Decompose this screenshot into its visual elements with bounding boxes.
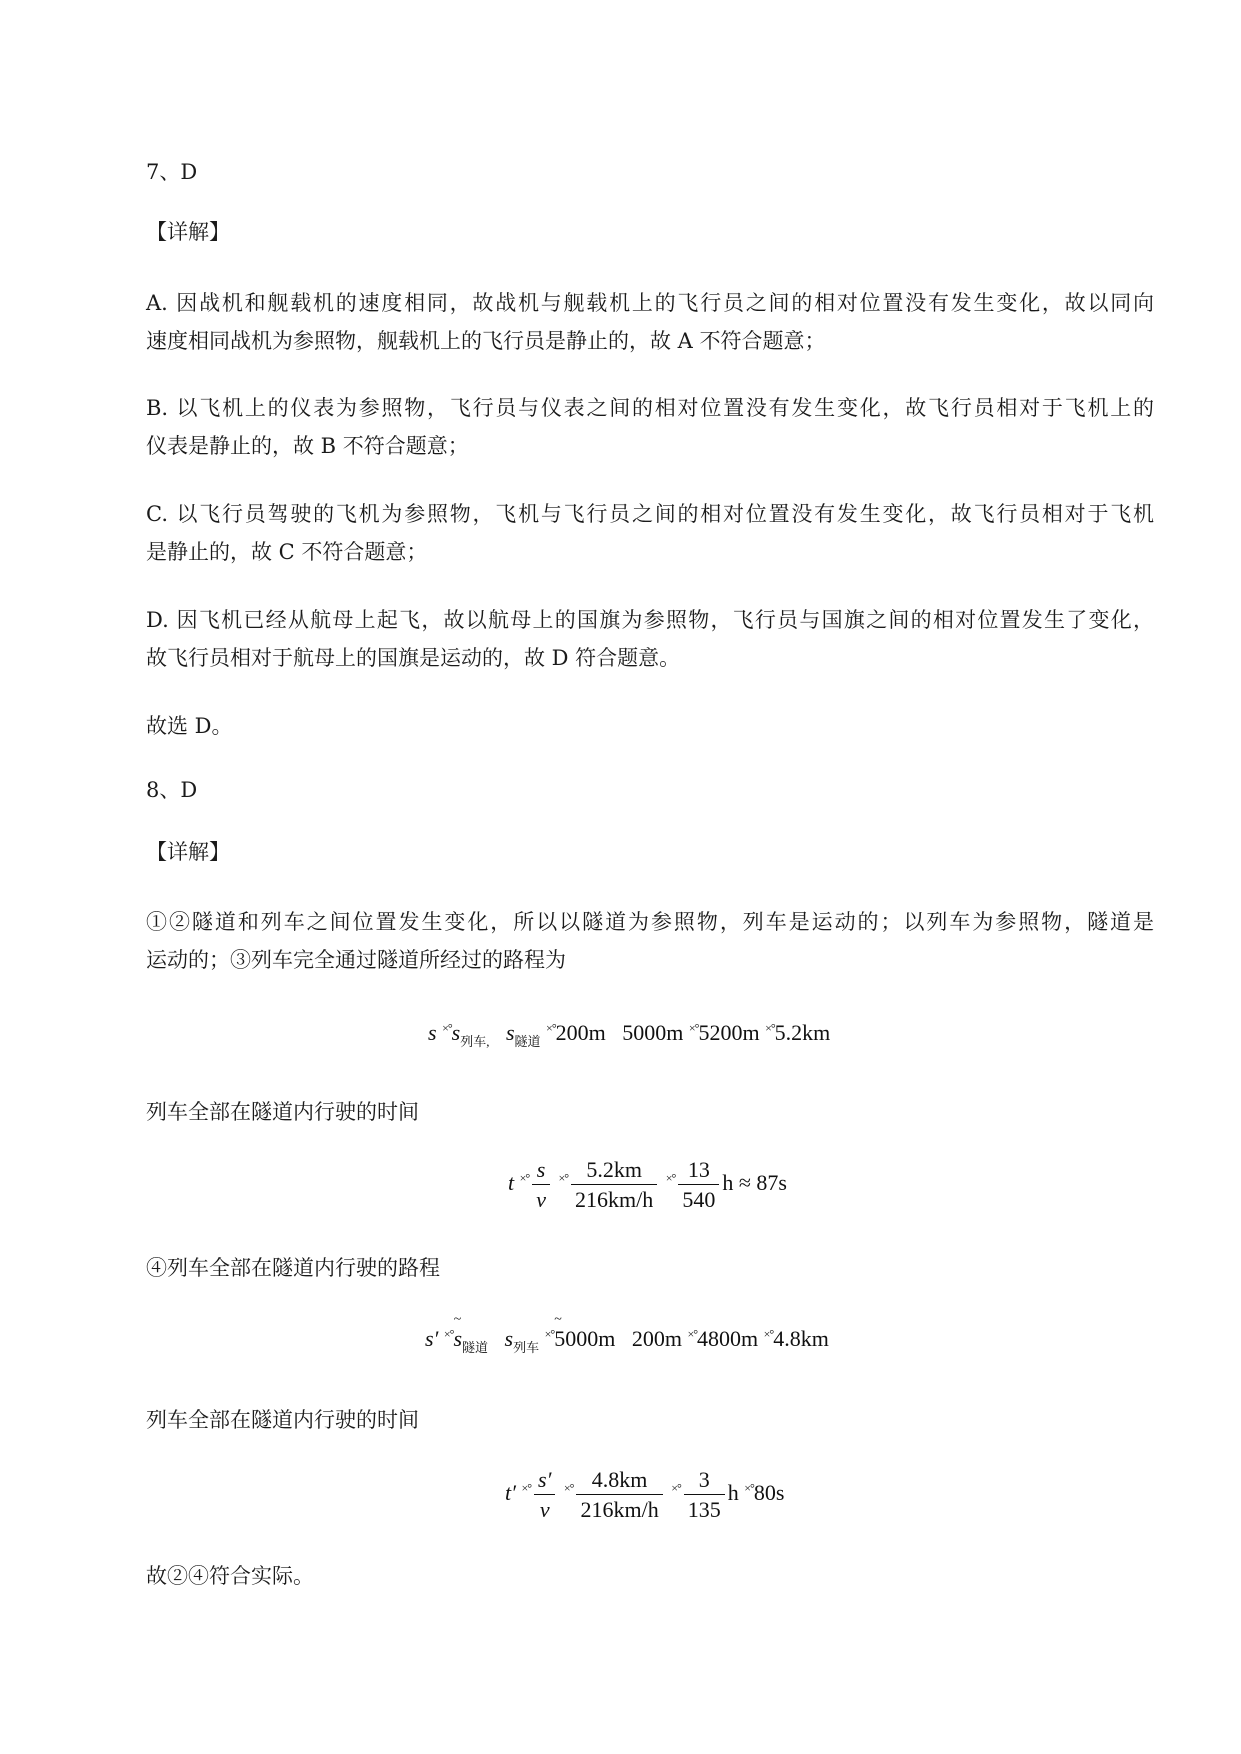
equals-glyph: ×° [763,1327,774,1341]
formula-var: s [504,1326,514,1351]
fraction: $\frac{4.8km}{216km/h}$ [576,1468,662,1522]
equals-glyph: ×° [443,1327,454,1341]
equals-glyph: ×° [519,1171,530,1186]
formula-time-2 [505,1468,784,1522]
formula-value: 5200m [698,1020,760,1045]
formula-inside-distance [425,1326,829,1355]
formula-subscript: 列车 [513,1340,540,1355]
formula-var: s′ [425,1326,439,1351]
equals-glyph: ×° [558,1171,569,1186]
fraction: $\frac{s'}{v}$ [534,1468,555,1522]
formula-unit: h [727,1480,739,1506]
equals-glyph: ×° [688,1021,699,1035]
q7-answer: 7、D [146,160,198,184]
formula-time-1 [508,1158,787,1212]
q7-option-b-line2: 仪表是静止的，故 B 不符合题意； [146,434,469,458]
formula-value: 200m [555,1020,606,1045]
formula-value: 80s [753,1480,785,1506]
formula-total-distance: s $^{\times^\circ}s_{列车,}$ $s_{隧道}$ ×°200m 5000m ×°5200m ×°5.2km [428,1020,831,1049]
formula-var: s [428,1020,437,1045]
equals-glyph: ×° [544,1327,555,1341]
q7-option-d-line1: D. 因飞机已经从航母上起飞，故以航母上的国旗为参照物，飞行员与国旗之间的相对位置发生了变化， [146,608,1154,632]
formula-value: 200m [631,1326,682,1351]
equals-glyph: ×° [671,1481,681,1496]
formula-value: 4800m [697,1326,759,1351]
formula-var: t′ [505,1480,516,1506]
equals-glyph: ×° [521,1481,532,1496]
formula-value: ~ 5000m [554,1326,615,1351]
formula-var: ~ s [453,1326,462,1351]
q7-conclusion: 故选 D。 [146,714,233,738]
formula-value: 5000m [622,1020,684,1045]
formula-value: 4.8km [773,1326,829,1351]
formula-subscript: 列车 [460,1034,487,1049]
formula-var: s [451,1020,461,1045]
formula-value: ≈ 87s [738,1170,787,1196]
q7-option-c-line1: C. 以飞行员驾驶的飞机为参照物，飞机与飞行员之间的相对位置没有发生变化，故飞行员相对于飞机 [146,502,1154,526]
q8-detail-heading: 【详解】 [146,840,230,864]
q7-option-b-line1: B. 以飞机上的仪表为参照物，飞行员与仪表之间的相对位置没有发生变化，故飞行员相对于飞机上的 [146,396,1154,420]
q7-option-a-line2: 速度相同战机为参照物，舰载机上的飞行员是静止的，故 A 不符合题意； [146,329,826,353]
q8-para1-line2: 运动的；③列车完全通过隧道所经过的路程为 [146,948,566,972]
fraction: $\frac{13}{540}$ [678,1158,719,1212]
q7-option-c-line2: 是静止的，故 C 不符合题意； [146,540,428,564]
fraction: $\frac{5.2km}{216km/h}$ [571,1158,657,1212]
q8-para1-line1: ①②隧道和列车之间位置发生变化，所以以隧道为参照物，列车是运动的；以列车为参照物，隧道是 [146,910,1154,934]
equals-glyph: ×° [546,1021,556,1035]
formula-var: t [508,1170,515,1196]
formula-subscript: 隧道 [462,1340,489,1355]
equals-glyph: ×° [442,1021,452,1035]
equals-glyph: ×° [687,1327,698,1341]
q8-time-intro: 列车全部在隧道内行驶的时间 [146,1100,419,1124]
equals-glyph: ×° [665,1171,676,1186]
q8-para4: ④列车全部在隧道内行驶的路程 [146,1256,440,1280]
q7-detail-heading: 【详解】 [146,220,230,244]
formula-unit: h [722,1170,734,1196]
q7-option-a-line1: A. 因战机和舰载机的速度相同，故战机与舰载机上的飞行员之间的相对位置没有发生变化，故以同向 [146,291,1154,315]
equals-glyph: ×° [563,1481,574,1496]
fraction: $\frac{s}{v}$ [532,1158,550,1212]
q8-time-intro-2: 列车全部在隧道内行驶的时间 [146,1408,419,1432]
equals-glyph: ×° [744,1481,754,1496]
q7-option-d-line2: 故飞行员相对于航母上的国旗是运动的，故 D 符合题意。 [146,646,681,670]
fraction: $\frac{3}{135}$ [684,1468,725,1522]
equals-glyph: ×° [765,1021,775,1035]
formula-var: s [505,1020,515,1045]
q8-answer: 8、D [146,778,198,802]
formula-subscript: 隧道 [514,1034,541,1049]
q8-conclusion: 故②④符合实际。 [146,1564,314,1588]
formula-value: 5.2km [774,1020,831,1045]
